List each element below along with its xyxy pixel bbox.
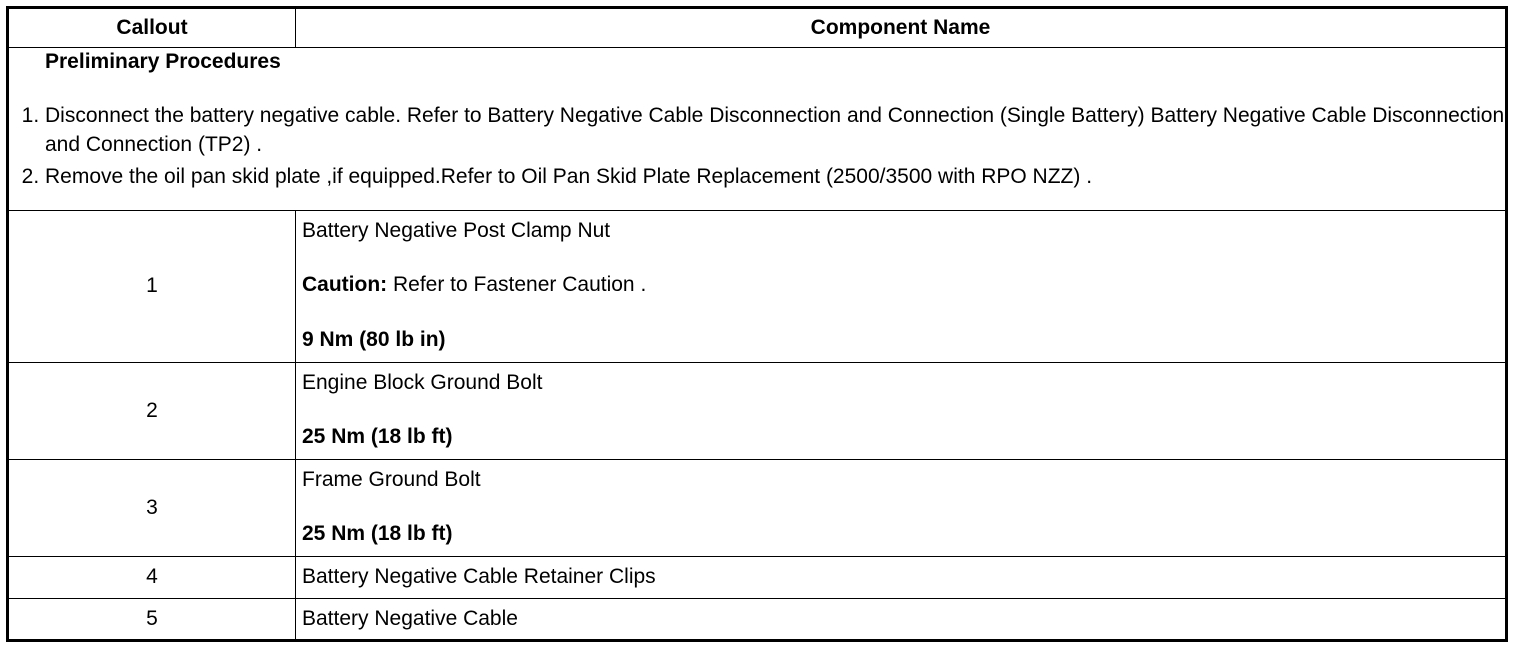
component-cell (296, 460, 1507, 557)
callout-cell: 4 (8, 557, 296, 599)
table-row (8, 557, 1507, 599)
callout-cell: 2 (8, 363, 296, 460)
component-name: Battery Negative Cable Retainer Clips (296, 557, 1507, 599)
table-row (8, 211, 1507, 363)
caution-note (302, 271, 1499, 299)
preliminary-procedures-cell (8, 48, 1507, 211)
preliminary-procedures-title: Preliminary Procedures (45, 50, 281, 73)
caution-text: Refer to Fastener Caution . (387, 273, 647, 297)
torque-spec: 9 Nm (80 lb in) (302, 327, 446, 351)
component-name: Battery Negative Cable (296, 599, 1507, 641)
table-row (8, 599, 1507, 641)
table-header-row (8, 8, 1507, 48)
component-name: Engine Block Ground Bolt (302, 371, 543, 394)
torque-spec: 25 Nm (18 lb ft) (302, 425, 453, 449)
component-cell (296, 363, 1507, 460)
table-row (8, 460, 1507, 557)
callout-cell: 3 (8, 460, 296, 557)
header-component-name: Component Name (296, 8, 1507, 48)
preliminary-step: 2. Remove the oil pan skid plate ,if equipped.Refer to Oil Pan Skid Plate Replacement (2500/3500 with RPO NZZ) . (45, 163, 1505, 191)
preliminary-procedures-row (8, 48, 1507, 211)
component-table (6, 6, 1508, 642)
component-name: Frame Ground Bolt (302, 468, 481, 491)
table-row (8, 363, 1507, 460)
caution-label: Caution: (302, 273, 388, 297)
callout-cell: 1 (8, 211, 296, 363)
preliminary-step: 1. Disconnect the battery negative cable. Refer to Battery Negative Cable Disconnection and Connection (Single Battery) Battery Negative Cable Disconnection and Connection (TP2) . (45, 102, 1505, 159)
preliminary-steps-list (9, 102, 1505, 191)
component-name: Battery Negative Post Clamp Nut (302, 219, 611, 242)
component-cell (296, 211, 1507, 363)
callout-cell: 5 (8, 599, 296, 641)
header-callout: Callout (8, 8, 296, 48)
torque-spec: 25 Nm (18 lb ft) (302, 522, 453, 546)
